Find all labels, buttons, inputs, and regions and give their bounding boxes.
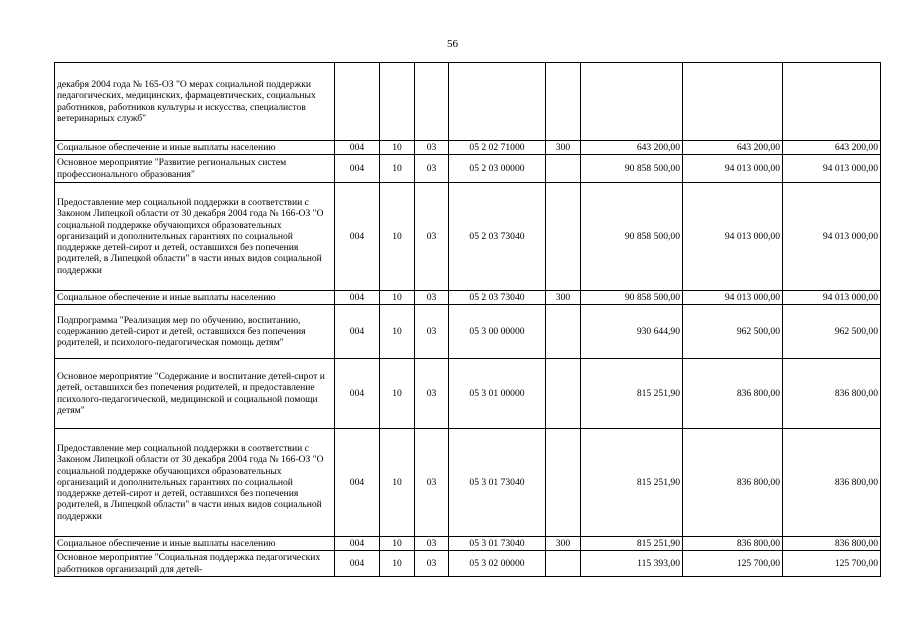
section-code: 10 — [380, 359, 415, 429]
target-article-code: 05 3 02 00000 — [449, 551, 546, 577]
section-code: 10 — [380, 551, 415, 577]
subsection-code: 03 — [415, 359, 449, 429]
amount-year-3: 94 013 000,00 — [783, 291, 881, 305]
expense-type-code — [546, 429, 581, 537]
subsection-code — [415, 63, 449, 141]
ministry-code: 004 — [335, 155, 380, 183]
amount-year-3: 94 013 000,00 — [783, 155, 881, 183]
ministry-code: 004 — [335, 429, 380, 537]
row-name: Основное мероприятие "Содержание и воспитание детей-сирот и детей, оставшихся без попечения родителей, и предоставление психолого-педагогической, медицинской и социальной помощи детям" — [55, 359, 335, 429]
ministry-code: 004 — [335, 305, 380, 359]
amount-year-3: 125 700,00 — [783, 551, 881, 577]
row-name: Основное мероприятие "Развитие региональных систем профессионального образования" — [55, 155, 335, 183]
amount-year-2: 962 500,00 — [683, 305, 783, 359]
table-row — [55, 183, 881, 291]
row-name: Социальное обеспечение и иные выплаты населению — [55, 537, 335, 551]
expense-type-code: 300 — [546, 291, 581, 305]
amount-year-1: 815 251,90 — [581, 429, 683, 537]
section-code: 10 — [380, 429, 415, 537]
table-row — [55, 551, 881, 577]
ministry-code: 004 — [335, 551, 380, 577]
ministry-code: 004 — [335, 291, 380, 305]
amount-year-1: 90 858 500,00 — [581, 155, 683, 183]
subsection-code: 03 — [415, 183, 449, 291]
ministry-code: 004 — [335, 359, 380, 429]
row-name: Предоставление мер социальной поддержки в соответствии с Законом Липецкой области от 30 декабря 2004 года № 166-ОЗ "О социальной поддержке обучающихся образовательных организаций и дополнительных гарантиях по социальной поддержке детей-сирот и детей, оставшихся без попечения родителей, в Липецкой области" в части иных видов социальной поддержки — [55, 429, 335, 537]
subsection-code: 03 — [415, 551, 449, 577]
amount-year-3: 94 013 000,00 — [783, 183, 881, 291]
expense-type-code — [546, 155, 581, 183]
amount-year-1: 90 858 500,00 — [581, 291, 683, 305]
section-code: 10 — [380, 305, 415, 359]
amount-year-3 — [783, 63, 881, 141]
amount-year-1: 815 251,90 — [581, 537, 683, 551]
ministry-code: 004 — [335, 537, 380, 551]
row-name: Основное мероприятие "Социальная поддержка педагогических работников организаций для детей- — [55, 551, 335, 577]
subsection-code: 03 — [415, 305, 449, 359]
subsection-code: 03 — [415, 141, 449, 155]
ministry-code: 004 — [335, 183, 380, 291]
row-name: Предоставление мер социальной поддержки в соответствии с Законом Липецкой области от 30 декабря 2004 года № 166-ОЗ "О социальной поддержке обучающихся образовательных организаций и дополнительных гарантиях по социальной поддержке детей-сирот и детей, оставшихся без попечения родителей, в Липецкой области" в части иных видов социальной поддержки — [55, 183, 335, 291]
amount-year-1: 930 644,90 — [581, 305, 683, 359]
amount-year-2: 94 013 000,00 — [683, 155, 783, 183]
target-article-code: 05 2 03 00000 — [449, 155, 546, 183]
ministry-code — [335, 63, 380, 141]
expense-type-code — [546, 305, 581, 359]
section-code: 10 — [380, 537, 415, 551]
target-article-code: 05 3 01 73040 — [449, 429, 546, 537]
amount-year-3: 643 200,00 — [783, 141, 881, 155]
target-article-code: 05 3 00 00000 — [449, 305, 546, 359]
target-article-code: 05 3 01 73040 — [449, 537, 546, 551]
table-row — [55, 537, 881, 551]
expense-type-code — [546, 63, 581, 141]
amount-year-2: 836 800,00 — [683, 537, 783, 551]
section-code: 10 — [380, 291, 415, 305]
table-row — [55, 141, 881, 155]
table-row — [55, 305, 881, 359]
target-article-code: 05 2 02 71000 — [449, 141, 546, 155]
amount-year-3: 836 800,00 — [783, 429, 881, 537]
subsection-code: 03 — [415, 155, 449, 183]
amount-year-2: 643 200,00 — [683, 141, 783, 155]
expense-type-code — [546, 551, 581, 577]
amount-year-2: 125 700,00 — [683, 551, 783, 577]
amount-year-1: 815 251,90 — [581, 359, 683, 429]
target-article-code: 05 2 03 73040 — [449, 291, 546, 305]
table-row — [55, 291, 881, 305]
amount-year-1: 643 200,00 — [581, 141, 683, 155]
expense-type-code: 300 — [546, 141, 581, 155]
section-code: 10 — [380, 155, 415, 183]
ministry-code: 004 — [335, 141, 380, 155]
page-number: 56 — [447, 38, 458, 50]
amount-year-3: 836 800,00 — [783, 359, 881, 429]
section-code — [380, 63, 415, 141]
amount-year-2 — [683, 63, 783, 141]
amount-year-2: 94 013 000,00 — [683, 183, 783, 291]
subsection-code: 03 — [415, 429, 449, 537]
row-name: Социальное обеспечение и иные выплаты населению — [55, 141, 335, 155]
table-row — [55, 155, 881, 183]
amount-year-2: 836 800,00 — [683, 429, 783, 537]
amount-year-2: 836 800,00 — [683, 359, 783, 429]
budget-table — [54, 62, 881, 577]
section-code: 10 — [380, 141, 415, 155]
row-name: Социальное обеспечение и иные выплаты населению — [55, 291, 335, 305]
expense-type-code — [546, 359, 581, 429]
row-name: декабря 2004 года № 165-ОЗ "О мерах социальной поддержки педагогических, медицинских, фармацевтических, социальных работников, работников культуры и искусства, специалистов ветеринарных служб" — [55, 63, 335, 141]
target-article-code — [449, 63, 546, 141]
amount-year-1 — [581, 63, 683, 141]
target-article-code: 05 3 01 00000 — [449, 359, 546, 429]
section-code: 10 — [380, 183, 415, 291]
amount-year-2: 94 013 000,00 — [683, 291, 783, 305]
expense-type-code — [546, 183, 581, 291]
table-row — [55, 429, 881, 537]
subsection-code: 03 — [415, 291, 449, 305]
row-name: Подпрограмма "Реализация мер по обучению, воспитанию, содержанию детей-сирот и детей, оставшихся без попечения родителей, и психолого-педагогическая помощь детям" — [55, 305, 335, 359]
target-article-code: 05 2 03 73040 — [449, 183, 546, 291]
amount-year-3: 836 800,00 — [783, 537, 881, 551]
table-row — [55, 359, 881, 429]
subsection-code: 03 — [415, 537, 449, 551]
amount-year-1: 90 858 500,00 — [581, 183, 683, 291]
amount-year-1: 115 393,00 — [581, 551, 683, 577]
table-row — [55, 63, 881, 141]
amount-year-3: 962 500,00 — [783, 305, 881, 359]
expense-type-code: 300 — [546, 537, 581, 551]
